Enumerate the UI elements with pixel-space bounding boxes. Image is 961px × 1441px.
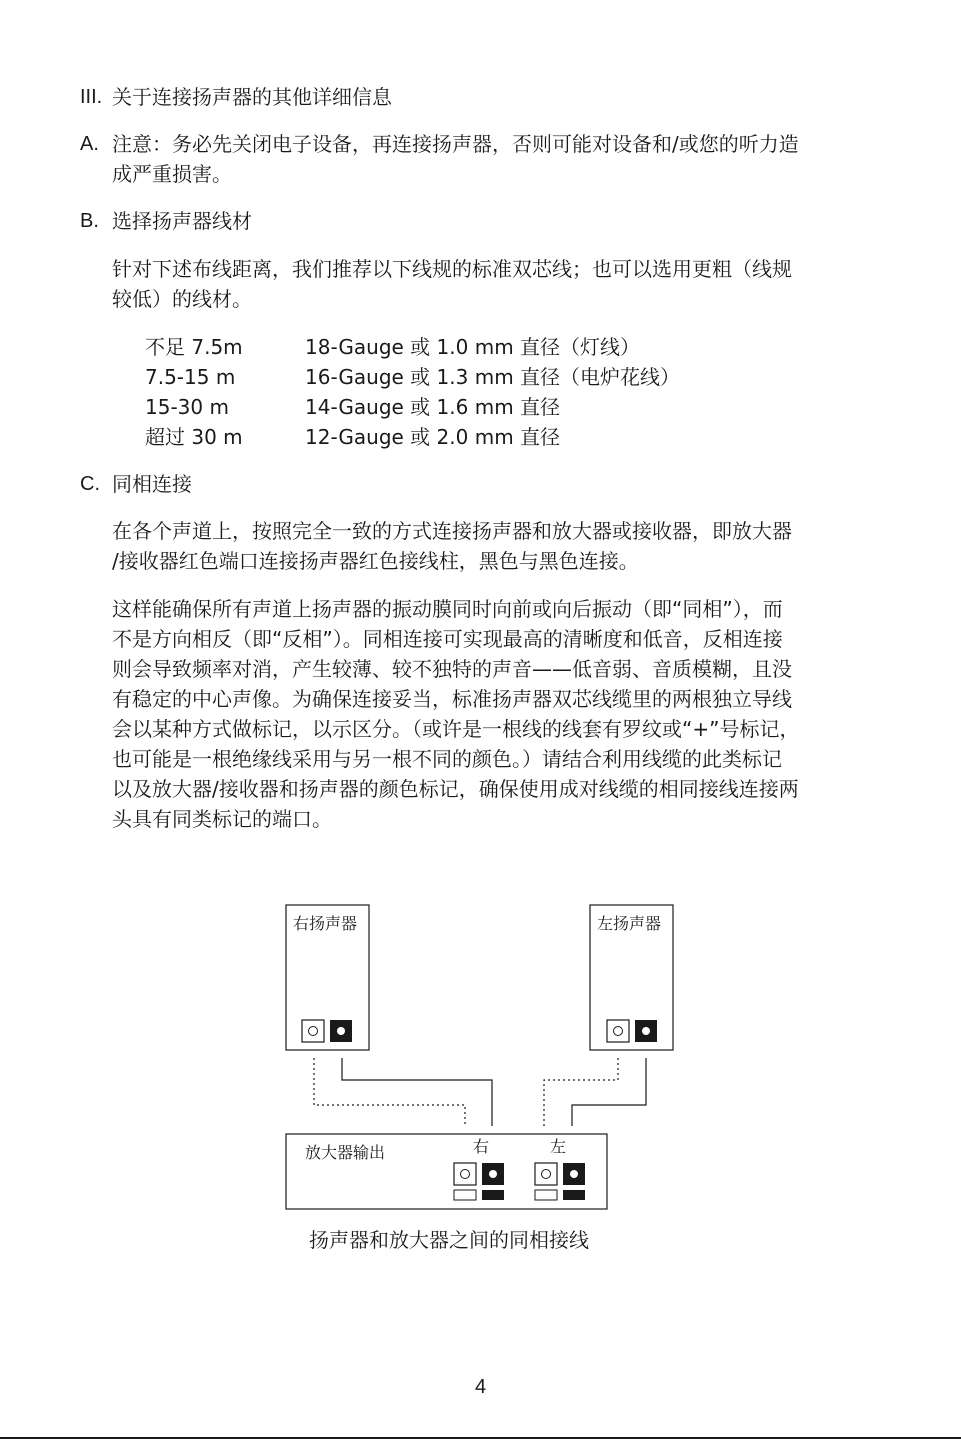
amp-right-black-slot [482, 1190, 504, 1200]
item-c-title: 同相连接 [112, 472, 192, 496]
left-speaker-black-terminal-dot [642, 1027, 650, 1035]
section-title: 关于连接扬声器的其他详细信息 [112, 85, 392, 109]
item-a-line-2: 成严重损害。 [112, 162, 232, 186]
item-c-para2-line: 不是方向相反（即“反相”）。同相连接可实现最高的清晰度和低音，反相连接 [112, 627, 783, 651]
amplifier-right-channel-label: 右 [473, 1137, 490, 1156]
right-speaker-label: 右扬声器 [293, 914, 358, 933]
right-speaker-red-terminal-dot [309, 1027, 318, 1036]
wire-length: 不足 7.5m [145, 335, 243, 359]
item-c-para2-line: 有稳定的中心声像。为确保连接妥当，标准扬声器双芯线缆里的两根独立导线 [112, 687, 792, 711]
amp-left-red-slot [535, 1190, 557, 1200]
right-speaker-black-terminal-dot [337, 1027, 345, 1035]
amp-right-black-terminal-dot [489, 1170, 497, 1178]
wire-spec: 18-Gauge 或 1.0 mm 直径（灯线） [305, 335, 641, 359]
amp-left-red-terminal-dot [542, 1170, 551, 1179]
amplifier-output-label: 放大器输出 [305, 1143, 386, 1162]
wire-length: 超过 30 m [145, 425, 243, 449]
amp-left-black-slot [563, 1190, 585, 1200]
in-phase-wiring-diagram [0, 890, 961, 1270]
bottom-rule [0, 1437, 961, 1439]
right-red-wire [314, 1058, 465, 1126]
item-c-para1-line: /接收器红色端口连接扬声器红色接线柱，黑色与黑色连接。 [112, 549, 639, 573]
item-c-para2-line: 头具有同类标记的端口。 [112, 807, 332, 831]
right-black-wire [342, 1058, 492, 1126]
amp-right-red-slot [454, 1190, 476, 1200]
amp-left-black-terminal-dot [570, 1170, 578, 1178]
left-black-wire [572, 1058, 646, 1126]
item-c-marker: C. [80, 473, 100, 495]
item-c-para2-line: 以及放大器/接收器和扬声器的颜色标记，确保使用成对线缆的相同接线连接两 [112, 777, 799, 801]
item-b-line-2: 较低）的线材。 [112, 287, 252, 311]
section-number: III. [80, 86, 103, 108]
figure-caption: 扬声器和放大器之间的同相接线 [309, 1228, 589, 1252]
item-b-marker: B. [80, 210, 99, 232]
left-speaker-red-terminal-dot [614, 1027, 623, 1036]
amp-right-red-terminal-dot [461, 1170, 470, 1179]
item-c-para2-line: 这样能确保所有声道上扬声器的振动膜同时向前或向后振动（即“同相”），而 [112, 597, 783, 621]
item-a-line-1: 注意：务必先关闭电子设备，再连接扬声器，否则可能对设备和/或您的听力造 [112, 132, 799, 156]
item-a-marker: A. [80, 133, 99, 155]
page-number: 4 [474, 1376, 487, 1398]
amplifier-left-channel-label: 左 [550, 1137, 567, 1156]
wire-spec: 16-Gauge 或 1.3 mm 直径（电炉花线） [305, 365, 681, 389]
wire-spec: 12-Gauge 或 2.0 mm 直径 [305, 425, 561, 449]
item-b-line-1: 针对下述布线距离，我们推荐以下线规的标准双芯线；也可以选用更粗（线规 [112, 257, 792, 281]
item-c-para1-line: 在各个声道上，按照完全一致的方式连接扬声器和放大器或接收器，即放大器 [112, 519, 792, 543]
wire-spec: 14-Gauge 或 1.6 mm 直径 [305, 395, 561, 419]
item-c-para2-line: 会以某种方式做标记，以示区分。（或许是一根线的线套有罗纹或“+”号标记， [112, 717, 800, 741]
left-speaker-label: 左扬声器 [597, 914, 662, 933]
item-c-para2-line: 也可能是一根绝缘线采用与另一根不同的颜色。）请结合利用线缆的此类标记 [112, 747, 782, 771]
item-b-title: 选择扬声器线材 [112, 209, 252, 233]
wire-length: 15-30 m [145, 395, 229, 419]
item-c-para2-line: 则会导致频率对消，产生较薄、较不独特的声音——低音弱、音质模糊，且没 [112, 657, 792, 681]
left-red-wire [544, 1058, 618, 1126]
wire-length: 7.5-15 m [145, 365, 236, 389]
